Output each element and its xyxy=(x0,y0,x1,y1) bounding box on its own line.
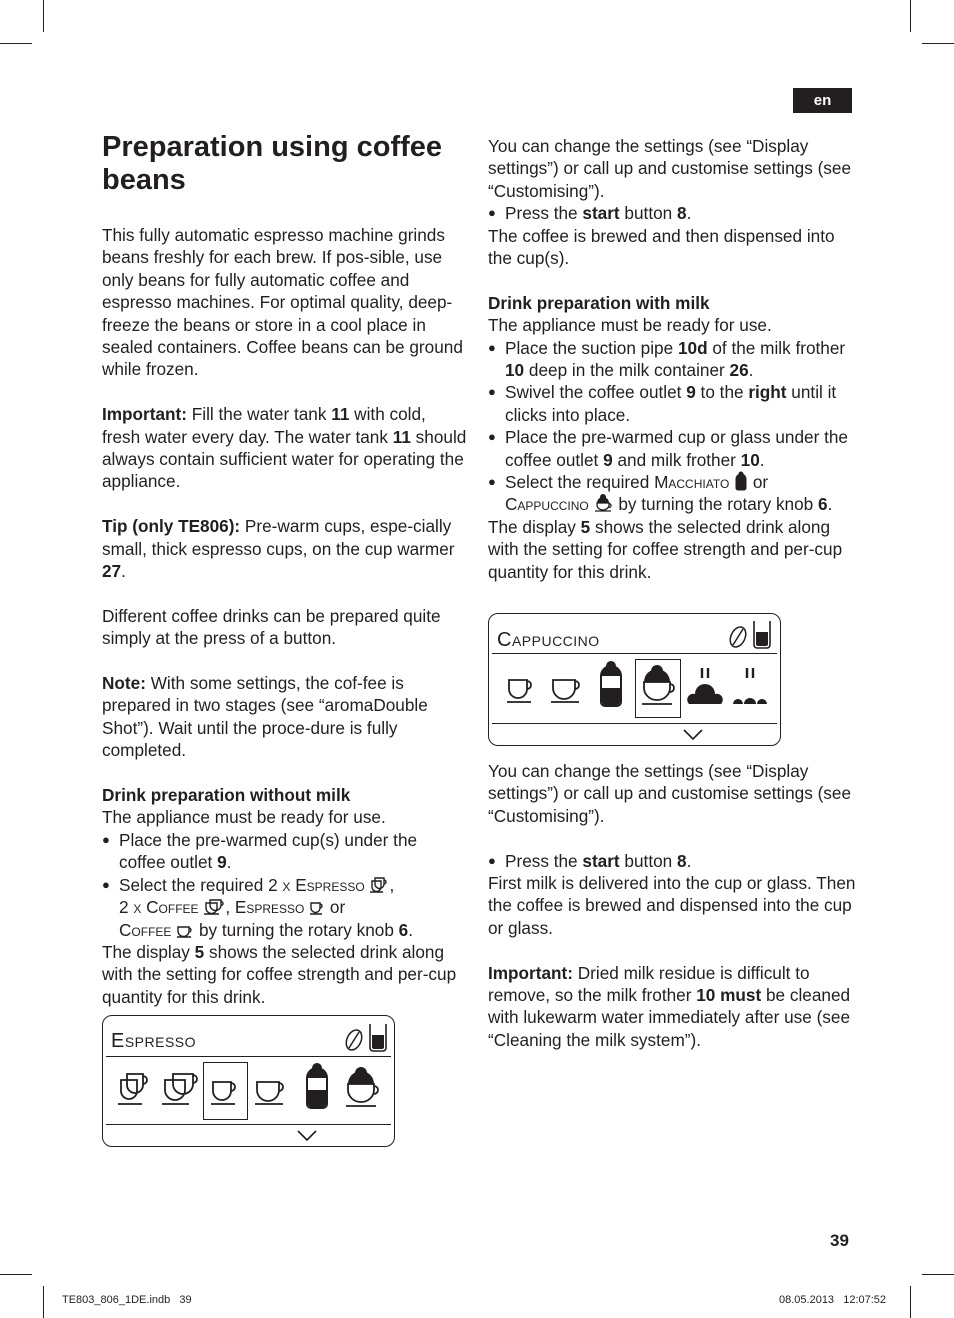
note-paragraph xyxy=(102,672,467,762)
espresso-icon xyxy=(505,676,539,706)
text: Fill the water tank xyxy=(186,404,332,425)
text: by turning the rotary knob xyxy=(194,919,399,940)
text: Press the xyxy=(505,850,583,871)
text: 2 x xyxy=(119,897,147,918)
drink-name: Espresso xyxy=(234,897,305,918)
text: . xyxy=(748,360,754,381)
ready-text: The appliance must be ready for use. xyxy=(488,315,772,336)
text: until it clicks into place. xyxy=(505,382,837,425)
cappuccino-icon xyxy=(343,1064,381,1110)
latte-glass-icon xyxy=(597,660,625,710)
ref-number: 10d xyxy=(677,337,708,358)
chevron-down-icon xyxy=(296,1129,318,1143)
double-espresso-cup-icon xyxy=(369,876,389,894)
cappuccino-icon xyxy=(639,662,677,708)
text: Select the required xyxy=(505,472,655,493)
drink-name: Macchiato xyxy=(654,472,730,493)
text: button xyxy=(619,850,677,871)
text: deep in the milk container xyxy=(524,360,730,381)
text: Dried milk residue is difficult to remove, so the milk frother xyxy=(488,962,810,1006)
left-column xyxy=(102,224,467,1008)
text: Place the pre-warmed cup(s) under the coffee outlet xyxy=(119,829,418,873)
tip-paragraph xyxy=(102,515,467,582)
text: The display xyxy=(102,941,195,962)
text: . xyxy=(121,561,126,582)
crop-mark xyxy=(0,43,32,44)
double-coffee-cup-icon xyxy=(203,898,225,916)
crop-mark xyxy=(922,1274,954,1275)
glass-strength-icon xyxy=(367,1022,389,1054)
cappuccino-cup-icon xyxy=(594,493,614,513)
text: . xyxy=(408,919,414,940)
bullet-item xyxy=(488,337,858,382)
text: with cold, fresh water every day. The water tank xyxy=(102,404,426,447)
display-divider xyxy=(106,1056,391,1057)
text: Place the pre-warmed cup or glass under the coffee outlet xyxy=(505,427,848,470)
display-divider xyxy=(106,1124,391,1125)
display-divider xyxy=(492,723,777,724)
coffee-icon xyxy=(253,1076,291,1108)
text: Swivel the coffee outlet xyxy=(505,382,687,403)
ref-number: 6 xyxy=(398,919,409,940)
chevron-down-icon xyxy=(682,728,704,742)
note-label: Note: xyxy=(102,673,146,694)
crop-mark xyxy=(43,0,44,32)
ref-number: 5 xyxy=(194,941,205,962)
drink-name: Coffee xyxy=(146,897,199,918)
text: . xyxy=(827,494,833,515)
text: or xyxy=(325,897,346,918)
important-paragraph xyxy=(102,403,467,493)
right-column-lower xyxy=(488,760,858,1051)
espresso-cup-icon xyxy=(309,900,325,916)
brewed-text: The coffee is brewed and then dispensed into the cup(s). xyxy=(488,225,835,269)
start-label: start xyxy=(582,850,620,871)
text: , xyxy=(389,874,395,895)
milk-foam-small-icon xyxy=(731,666,769,706)
bullet-item xyxy=(488,850,858,872)
text: . xyxy=(686,850,692,871)
ref-number: 5 xyxy=(580,516,591,537)
text: . xyxy=(759,449,765,470)
bullet-item xyxy=(488,426,858,471)
ref-number: 6 xyxy=(818,494,828,515)
coffee-cup-icon xyxy=(176,923,194,939)
page-number: 39 xyxy=(830,1231,849,1250)
ref-number: 27 xyxy=(102,561,122,582)
text: Press the xyxy=(505,203,583,224)
footer-file: TE803_806_1DE.indb 39 xyxy=(62,1294,192,1306)
text: , xyxy=(225,897,235,918)
crop-mark xyxy=(43,1286,44,1318)
display-espresso xyxy=(102,1015,395,1147)
text: 2 x xyxy=(268,874,296,895)
important-label: Important: xyxy=(488,962,573,983)
text: 10 must xyxy=(696,985,762,1006)
important-paragraph xyxy=(488,962,858,1052)
display-cappuccino xyxy=(488,613,781,746)
text: should always contain sufficient water for operating the appliance. xyxy=(102,426,467,492)
crop-mark xyxy=(0,1274,32,1275)
display-paragraph xyxy=(488,516,858,583)
bean-icon xyxy=(343,1026,365,1054)
different-paragraph: Different coffee drinks can be prepared quite simply at the press of a button. xyxy=(102,605,441,649)
right-column xyxy=(488,135,858,583)
important-label: Important: xyxy=(102,404,187,425)
change-paragraph: You can change the settings (see “Display settings”) or call up and customise settings (see “Customising”). xyxy=(488,761,852,826)
text: Pre-warm cups, espe-cially small, thick espresso cups, on the cup warmer xyxy=(102,516,455,559)
text: . xyxy=(226,852,232,873)
text: button xyxy=(619,203,677,224)
display-divider xyxy=(492,653,777,654)
drink-name: Coffee xyxy=(119,919,172,940)
display-paragraph xyxy=(102,941,467,1008)
ref-number: 11 xyxy=(331,404,350,425)
ref-number: 9 xyxy=(686,382,696,403)
glass-strength-icon xyxy=(751,619,773,651)
ref-number: 9 xyxy=(603,449,613,470)
espresso-icon xyxy=(209,1076,243,1108)
drink-name: Cappuccino xyxy=(505,494,589,515)
text: . xyxy=(686,203,692,224)
bullet-item xyxy=(102,874,467,941)
ready-text: The appliance must be ready for use. xyxy=(102,807,386,828)
ref-number: 11 xyxy=(392,426,411,447)
bean-icon xyxy=(727,623,749,651)
ref-number: 8 xyxy=(677,203,687,224)
double-espresso-icon xyxy=(115,1068,153,1108)
text: shows the selected drink along with the setting for coffee strength and per-cup quantity for this drink. xyxy=(102,941,457,1007)
ref-number: 8 xyxy=(677,850,687,871)
section-heading: Drink preparation with milk xyxy=(488,292,710,313)
text: and milk frother xyxy=(612,449,741,470)
bullet-item xyxy=(488,471,858,516)
drink-name: Espresso xyxy=(295,874,365,895)
text: shows the selected drink along with the setting for coffee strength and per-cup quantity for this drink. xyxy=(488,516,843,582)
text: right xyxy=(748,382,787,403)
crop-mark xyxy=(922,43,954,44)
change-paragraph: You can change the settings (see “Display settings”) or call up and customise settings (see “Customising”). xyxy=(488,136,852,201)
ref-number: 26 xyxy=(729,360,749,381)
text: or xyxy=(748,472,769,493)
text: be cleaned with lukewarm water immediately after use (see “Cleaning the milk system”). xyxy=(488,985,851,1050)
coffee-icon xyxy=(549,676,587,706)
text: Place the suction pipe xyxy=(505,337,678,358)
section-heading: Drink preparation without milk xyxy=(102,785,351,806)
latte-glass-icon xyxy=(303,1062,331,1112)
display-title: Cappuccino xyxy=(497,629,600,651)
crop-mark xyxy=(910,1286,911,1318)
tip-label: Tip (only TE806): xyxy=(102,516,241,537)
text: The display xyxy=(488,516,581,537)
milk-first-paragraph: First milk is delivered into the cup or glass. Then the coffee is brewed and dispensed into the cup or glass. xyxy=(488,873,856,938)
display-title: Espresso xyxy=(111,1030,197,1052)
bullet-item xyxy=(488,381,858,426)
text: of the milk frother xyxy=(707,337,846,358)
text: to the xyxy=(695,382,749,403)
ref-number: 9 xyxy=(217,852,227,873)
text: by turning the rotary knob xyxy=(613,494,819,515)
start-label: start xyxy=(582,203,620,224)
language-tab: en xyxy=(793,88,852,113)
macchiato-glass-icon xyxy=(734,471,748,491)
double-coffee-icon xyxy=(159,1068,201,1108)
bullet-item xyxy=(102,829,467,874)
footer-date: 08.05.2013 12:07:52 xyxy=(779,1294,887,1306)
crop-mark xyxy=(910,0,911,32)
milk-foam-large-icon xyxy=(687,666,723,706)
text: Select the required xyxy=(119,874,269,895)
bullet-item xyxy=(488,202,858,224)
text: With some settings, the cof-fee is prepared in two stages (see “aromaDouble Shot”). Wait until the proce-dure is fully completed. xyxy=(102,673,428,761)
ref-number: 10 xyxy=(740,449,760,470)
ref-number: 10 xyxy=(505,360,525,381)
page-title: Preparation using coffee beans xyxy=(102,131,443,196)
intro-paragraph: This fully automatic espresso machine grinds beans freshly for each brew. If pos-sible, use only beans for fully automatic coffee and espresso machines. For optimal quality, deep-freeze the beans or store in a cool place in sealed containers. Coffee beans can be ground while frozen. xyxy=(102,225,463,380)
